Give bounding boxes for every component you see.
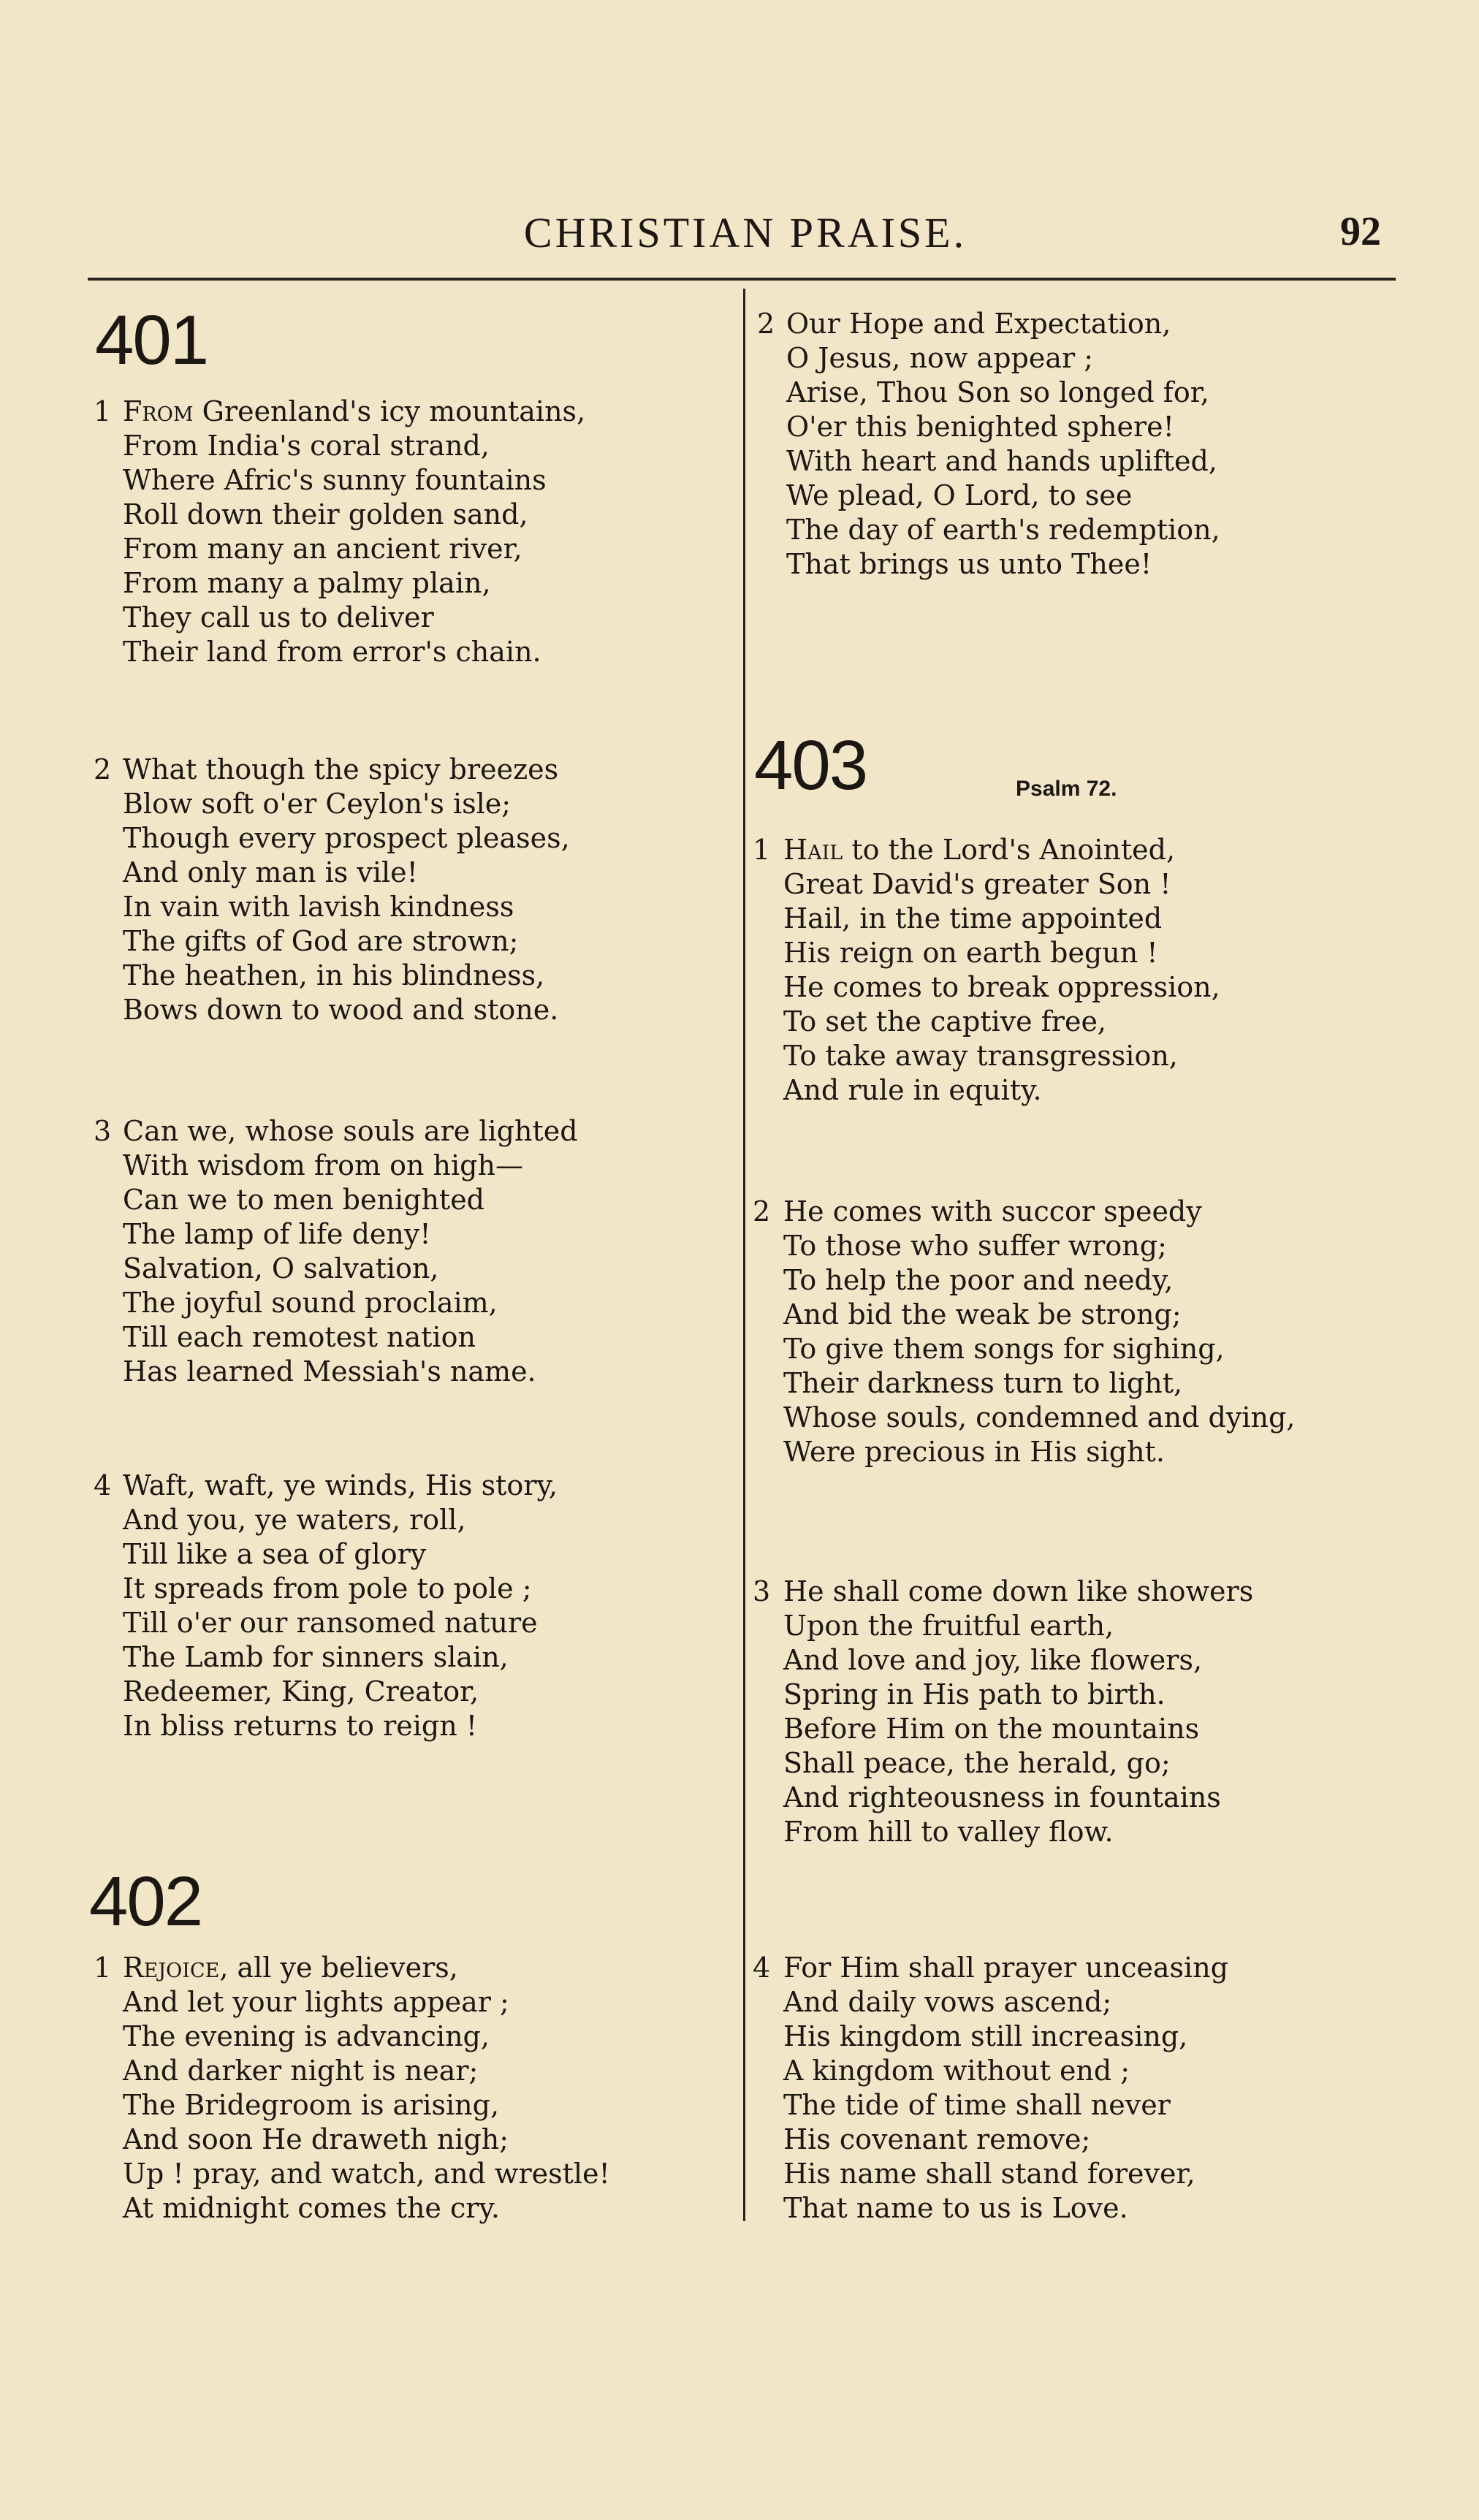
- verse-line: Great David's greater Son !: [783, 868, 1171, 900]
- stanza: [94, 753, 751, 1027]
- verse-line: With wisdom from on high—: [123, 1149, 523, 1181]
- verse-line: The day of earth's redemption,: [786, 514, 1220, 546]
- stanza-number: 2: [94, 753, 112, 785]
- verse-line: That brings us unto Thee!: [786, 548, 1152, 580]
- verse-line: And soon He draweth nigh;: [123, 2123, 509, 2155]
- verse-line: We plead, O Lord, to see: [786, 479, 1133, 511]
- verse-line: Upon the fruitful earth,: [783, 1610, 1114, 1642]
- verse-line: And rule in equity.: [783, 1074, 1042, 1106]
- stanza-number: 3: [753, 1575, 771, 1607]
- verse-line: Rejoice, all ye believers,: [123, 1952, 458, 1984]
- page-number: 92: [1340, 209, 1381, 254]
- verse-line: It spreads from pole to pole ;: [123, 1572, 532, 1604]
- verse-line: And love and joy, like flowers,: [783, 1644, 1203, 1676]
- verse-line: Bows down to wood and stone.: [123, 994, 559, 1026]
- verse-line: To those who suffer wrong;: [783, 1230, 1167, 1262]
- stanza-number: 1: [753, 834, 771, 866]
- running-title: CHRISTIAN PRAISE.: [523, 209, 967, 256]
- verse-line: Can we to men benighted: [123, 1184, 485, 1216]
- verse-line: The gifts of God are strown;: [123, 925, 519, 957]
- stanza: [753, 1195, 1410, 1469]
- verse-line: Hail, in the time appointed: [783, 902, 1163, 934]
- verse-line: Till each remotest nation: [123, 1321, 476, 1353]
- verse-line: Shall peace, the herald, go;: [783, 1747, 1171, 1779]
- verse-line: He comes to break oppression,: [783, 971, 1220, 1003]
- stanza: [753, 833, 1410, 1108]
- verse-line: Though every prospect pleases,: [123, 822, 570, 854]
- verse-line: And you, ye waters, roll,: [123, 1504, 466, 1536]
- verse-line: Till o'er our ransomed nature: [123, 1607, 538, 1639]
- stanza-first-word: From: [123, 395, 194, 427]
- verse-line: Arise, Thou Son so longed for,: [786, 376, 1209, 408]
- verse-line: And righteousness in fountains: [783, 1781, 1221, 1813]
- verse-line: That name to us is Love.: [783, 2192, 1128, 2224]
- verse-line: The heathen, in his blindness,: [123, 959, 545, 991]
- verse-line: Their land from error's chain.: [123, 636, 541, 668]
- verse-line: O Jesus, now appear ;: [786, 342, 1094, 374]
- verse-line: To set the captive free,: [783, 1005, 1107, 1038]
- verse-line: A kingdom without end ;: [783, 2055, 1130, 2087]
- stanza-number: 4: [94, 1469, 112, 1501]
- running-head: [88, 208, 1403, 267]
- verse-line: The joyful sound proclaim,: [123, 1287, 498, 1319]
- stanza: [94, 1951, 751, 2226]
- verse-line: From many a palmy plain,: [123, 567, 491, 599]
- verse-line: Before Him on the mountains: [783, 1713, 1200, 1745]
- verse-line: Salvation, O salvation,: [123, 1252, 439, 1284]
- stanza-first-word: Hail: [783, 834, 843, 866]
- verse-line: For Him shall prayer unceasing: [783, 1952, 1229, 1984]
- verse-line: His name shall stand forever,: [783, 2158, 1195, 2190]
- verse-line: O'er this benighted sphere!: [786, 411, 1174, 443]
- verse-line: Till like a sea of glory: [123, 1538, 427, 1570]
- verse-line: What though the spicy breezes: [123, 753, 559, 785]
- verse-line: Hail to the Lord's Anointed,: [783, 834, 1176, 866]
- verse-line: His kingdom still increasing,: [783, 2020, 1188, 2052]
- verse-line: From India's coral strand,: [123, 430, 490, 462]
- stanza-number: 2: [757, 308, 775, 340]
- verse-line: He comes with succor speedy: [783, 1195, 1202, 1227]
- verse-line: From many an ancient river,: [123, 533, 522, 565]
- stanza-number: 4: [753, 1952, 771, 1984]
- verse-line: From Greenland's icy mountains,: [123, 395, 586, 427]
- verse-line: Waft, waft, ye winds, His story,: [123, 1469, 558, 1501]
- hymn-number: 401: [95, 301, 208, 379]
- verse-line: They call us to deliver: [123, 601, 434, 633]
- verse-line: Where Afric's sunny fountains: [123, 464, 547, 496]
- verse-line: He shall come down like showers: [783, 1575, 1254, 1607]
- verse-line: Up ! pray, and watch, and wrestle!: [123, 2158, 610, 2190]
- hymn-scripture-reference: Psalm 72.: [1016, 777, 1117, 801]
- stanza: [753, 1575, 1410, 1849]
- verse-line: The Bridegroom is arising,: [123, 2089, 500, 2121]
- stanza-number: 1: [94, 1952, 112, 1984]
- verse-line: And only man is vile!: [123, 856, 418, 888]
- verse-line: The tide of time shall never: [783, 2089, 1171, 2121]
- verse-line: Whose souls, condemned and dying,: [783, 1401, 1296, 1434]
- hymn-number: 403: [754, 726, 867, 804]
- verse-line: Has learned Messiah's name.: [123, 1355, 536, 1387]
- stanza: [94, 395, 751, 669]
- verse-line: To give them songs for sighing,: [783, 1333, 1225, 1365]
- stanza-first-word: Rejoice: [123, 1952, 220, 1984]
- verse-line: Their darkness turn to light,: [783, 1367, 1183, 1399]
- verse-line: The Lamb for sinners slain,: [123, 1641, 509, 1673]
- verse-line: With heart and hands uplifted,: [786, 445, 1217, 477]
- verse-line: Spring in His path to birth.: [783, 1678, 1166, 1710]
- verse-line: Were precious in His sight.: [783, 1436, 1165, 1468]
- hymn-number: 402: [89, 1862, 202, 1941]
- verse-line: The evening is advancing,: [123, 2020, 490, 2052]
- stanza-number: 1: [94, 395, 112, 427]
- stanza: [94, 1469, 751, 1743]
- verse-line: To take away transgression,: [783, 1040, 1178, 1072]
- verse-line: And daily vows ascend;: [783, 1986, 1112, 2018]
- verse-line: His covenant remove;: [783, 2123, 1091, 2155]
- verse-line: Redeemer, King, Creator,: [123, 1675, 479, 1708]
- verse-line: And bid the weak be strong;: [783, 1298, 1182, 1331]
- verse-line: At midnight comes the cry.: [123, 2192, 500, 2224]
- verse-line: To help the poor and needy,: [783, 1264, 1174, 1296]
- header-rule: [88, 278, 1396, 281]
- stanza: [94, 1114, 751, 1389]
- stanza: [757, 307, 1415, 582]
- verse-line: His reign on earth begun !: [783, 937, 1158, 969]
- verse-line: And darker night is near;: [123, 2055, 479, 2087]
- verse-line: Blow soft o'er Ceylon's isle;: [123, 788, 512, 820]
- stanza-number: 2: [753, 1195, 771, 1227]
- verse-line: Can we, whose souls are lighted: [123, 1115, 578, 1147]
- verse-line: Roll down their golden sand,: [123, 498, 528, 530]
- verse-line: From hill to valley flow.: [783, 1816, 1114, 1848]
- verse-line: Our Hope and Expectation,: [786, 308, 1171, 340]
- stanza: [753, 1951, 1410, 2226]
- stanza-number: 3: [94, 1115, 112, 1147]
- verse-line: And let your lights appear ;: [123, 1986, 509, 2018]
- verse-line: The lamp of life deny!: [123, 1218, 431, 1250]
- verse-line: In vain with lavish kindness: [123, 891, 514, 923]
- verse-line: In bliss returns to reign !: [123, 1710, 478, 1742]
